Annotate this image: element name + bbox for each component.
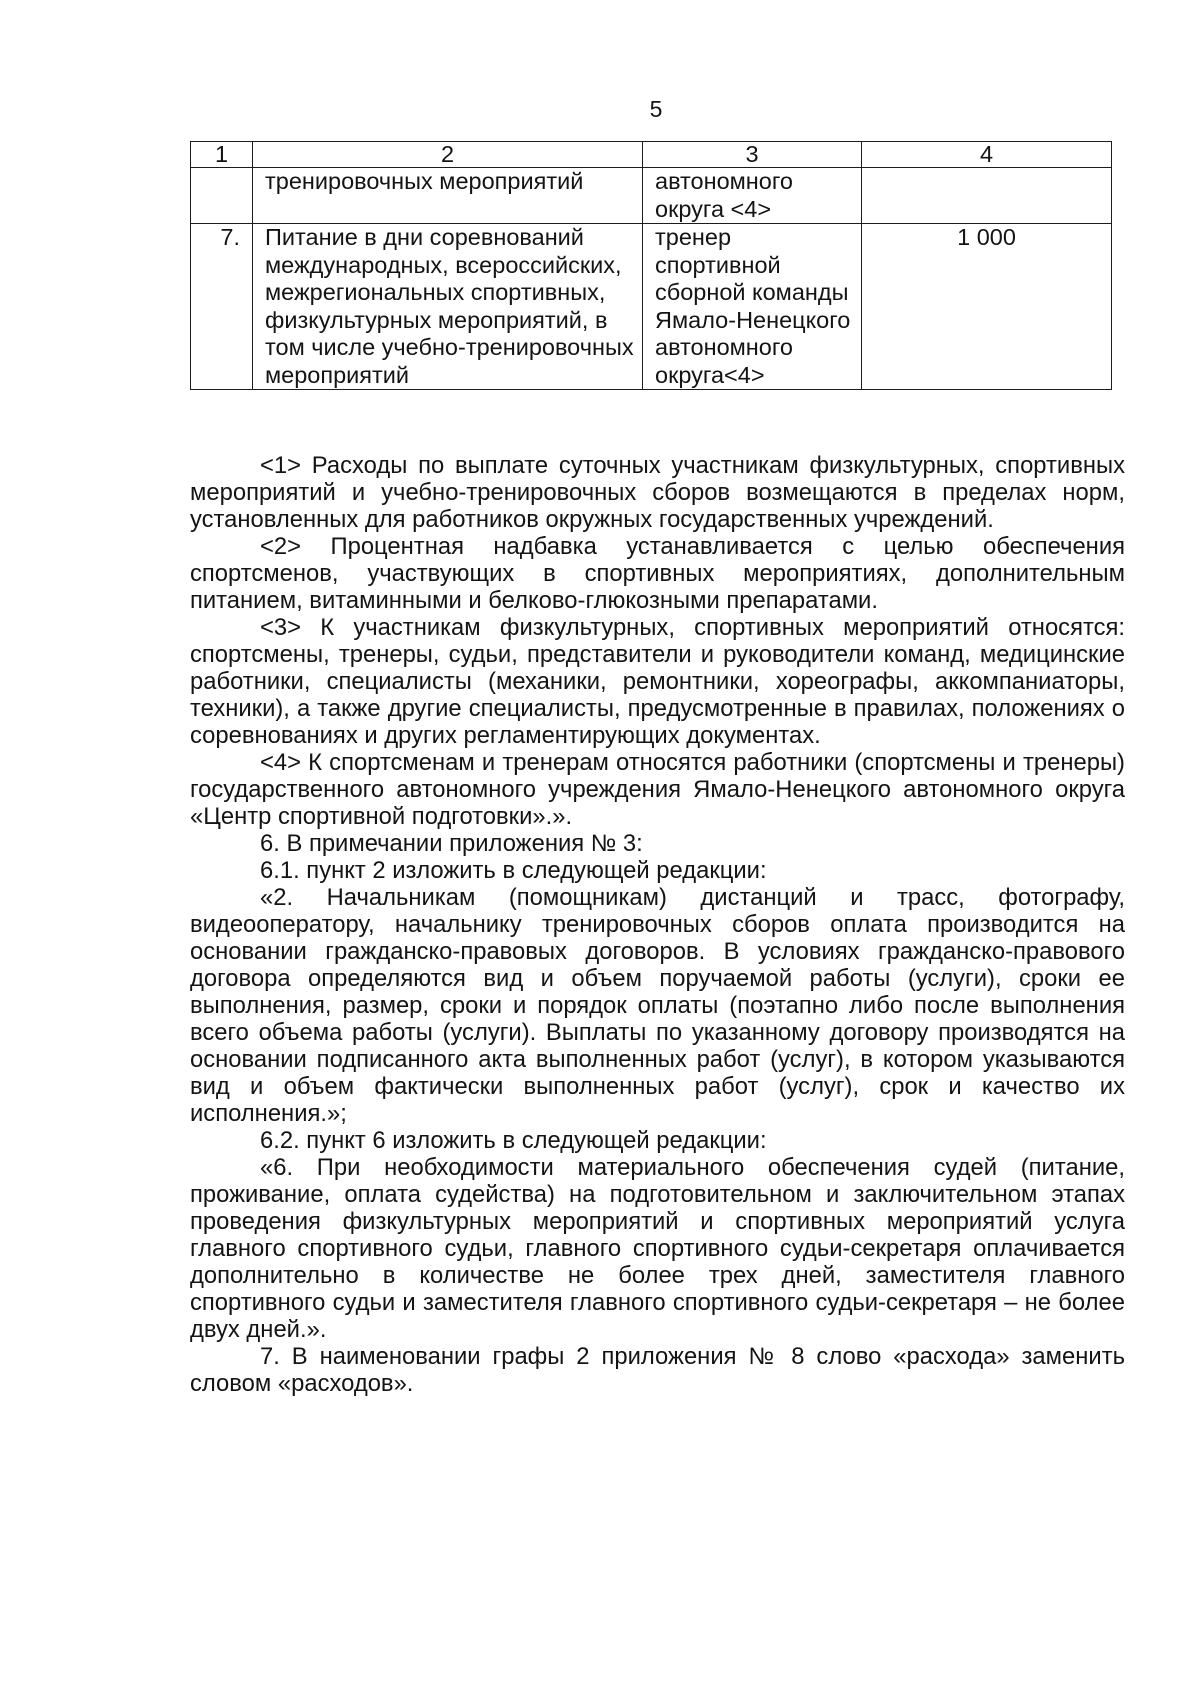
amount-cell: 1 000 [862, 224, 1112, 390]
table-header-cell: 3 [643, 142, 862, 168]
row-number-cell: 7. [191, 224, 253, 390]
row-number-cell [191, 168, 253, 224]
notes-body [190, 452, 1125, 1397]
item-7: 7. В наименовании графы 2 приложения № 8 слово «расхода» заменить словом «расходов». [190, 1343, 1125, 1397]
page-number: 5 [649, 96, 663, 122]
footnote-1: <1> Расходы по выплате суточных участникам физкультурных, спортивных мероприятий и учебно-тренировочных сборов возмещаются в пределах норм, установленных для работников окружных государственных учреждений. [190, 452, 1125, 533]
table-header-cell: 4 [862, 142, 1112, 168]
table-row [191, 224, 1112, 390]
table-header-cell: 2 [253, 142, 643, 168]
footnote-3: <3> К участникам физкультурных, спортивных мероприятий относятся: спортсмены, тренеры, судьи, представители и руководители команд, медицинские работники, специалисты (механики, ремонтники, хореографы, аккомпаниаторы, техники), а также другие специалисты, предусмотренные в правилах, положениях о соревнованиях и других регламентирующих документах. [190, 614, 1125, 749]
item-6-1: 6.1. пункт 2 изложить в следующей редакции: [260, 857, 767, 884]
item-6-2-text: «6. При необходимости материального обеспечения судей (питание, проживание, оплата судейства) на подготовительном и заключительном этапах проведения физкультурных мероприятий и спортивных мероприятий услуга главного спортивного судьи, главного спортивного судьи-секретаря оплачивается дополнительно в количестве не более трех дней, заместителя главного спортивного судьи и заместителя главного спортивного судьи-секретаря – не более двух дней.». [190, 1154, 1125, 1343]
item-6-1-text: «2. Начальникам (помощникам) дистанций и трасс, фотографу, видеооператору, начальнику тренировочных сборов оплата производится на основании гражданско-правовых договоров. В условиях гражданско-правового договора определяются вид и объем поручаемой работы (услуги), сроки ее выполнения, размер, сроки и порядок оплаты (поэтапно либо после выполнения всего объема работы (услуги). Выплаты по указанному договору производятся на основании подписанного акта выполненных работ (услуг), в котором указываются вид и объем фактически выполненных работ (услуг), срок и качество их исполнения.»; [190, 884, 1125, 1127]
table-row [191, 168, 1112, 224]
recipient-cell: автономного округа <4> [643, 168, 862, 224]
expense-table [190, 141, 1112, 390]
table-header-row [191, 142, 1112, 168]
recipient-cell: тренер спортивной сборной команды Ямало-Ненецкого автономного округа<4> [643, 224, 862, 390]
footnote-2: <2> Процентная надбавка устанавливается с целью обеспечения спортсменов, участвующих в спортивных мероприятиях, дополнительным питанием, витаминными и белково-глюкозными препаратами. [190, 533, 1125, 614]
item-6: 6. В примечании приложения № 3: [260, 830, 643, 857]
expense-name-cell: тренировочных мероприятий [253, 168, 643, 224]
expense-name-cell: Питание в дни соревнований международных, всероссийских, межрегиональных спортивных, физкультурных мероприятий, в том числе учебно-тренировочных мероприятий [253, 224, 643, 390]
footnote-4: <4> К спортсменам и тренерам относятся работники (спортсмены и тренеры) государственного автономного учреждения Ямало-Ненецкого автономного округа «Центр спортивной подготовки».». [190, 749, 1125, 830]
item-6-2: 6.2. пункт 6 изложить в следующей редакции: [260, 1127, 767, 1154]
table-header-cell: 1 [191, 142, 253, 168]
amount-cell [862, 168, 1112, 224]
